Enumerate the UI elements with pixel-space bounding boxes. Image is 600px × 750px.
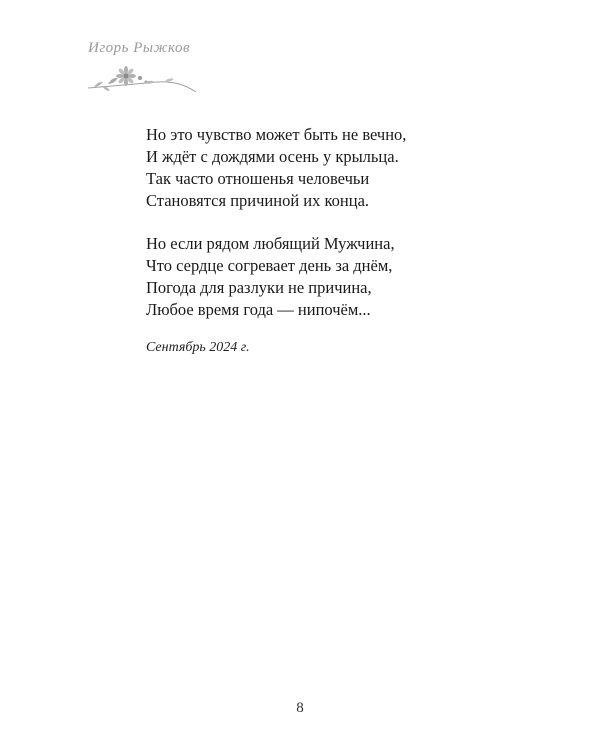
poem-line: Погода для разлуки не причина,: [146, 278, 372, 297]
poem-line: Любое время года — нипочём...: [146, 300, 371, 319]
poem-line: Но это чувство может быть не вечно,: [146, 125, 407, 144]
poem-date: Сентябрь 2024 г.: [146, 340, 250, 355]
poem-line: Так часто отношенья человечьи: [146, 169, 370, 188]
stanza-1: [146, 124, 526, 212]
poem-line: Что сердце согревает день за днём,: [146, 256, 393, 275]
poem-line: Но если рядом любящий Мужчина,: [146, 234, 395, 253]
floral-sprig-icon: [82, 62, 202, 98]
page-number: 8: [296, 700, 304, 716]
stanza-2: [146, 233, 526, 321]
poem: [146, 124, 526, 342]
poem-line: Становятся причиной их конца.: [146, 191, 370, 210]
poem-line: И ждёт с дождями осень у крыльца.: [146, 147, 399, 166]
running-header-author: Игорь Рыжков: [88, 40, 190, 56]
